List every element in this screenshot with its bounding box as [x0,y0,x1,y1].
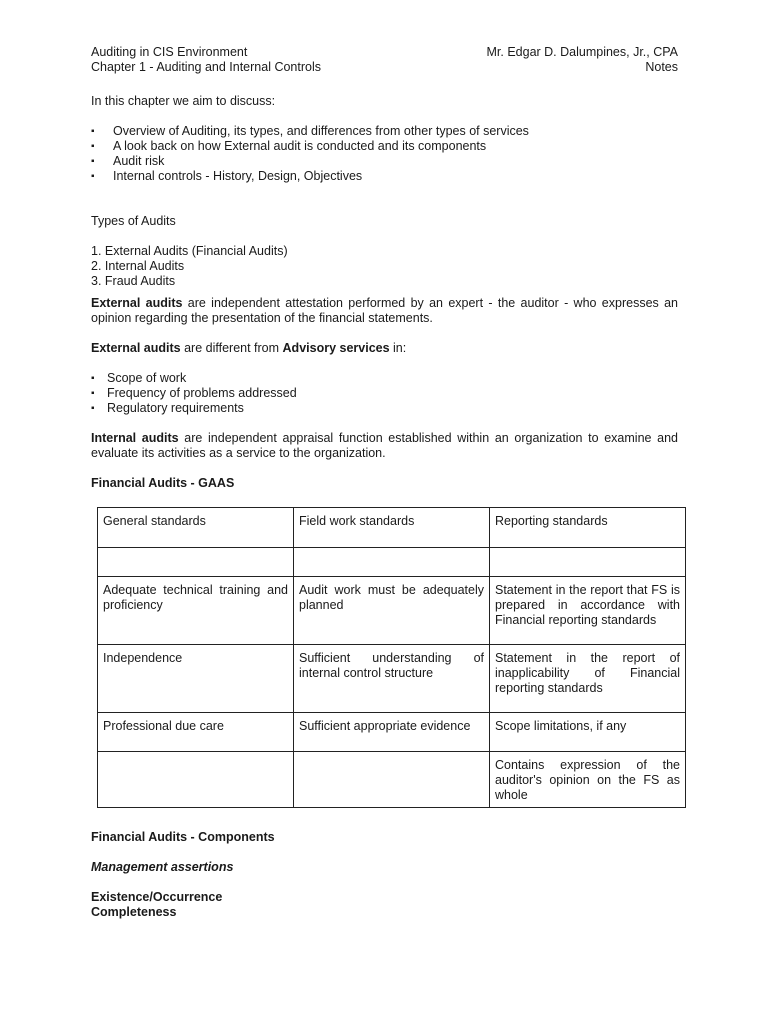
list-item: ▪ Frequency of problems addressed [91,386,678,401]
assertions-heading [91,860,678,875]
table-row [98,713,686,752]
table-cell: Scope limitations, if any [490,713,686,752]
difference-list [91,371,678,416]
table-cell: Professional due care [98,713,294,752]
assertions-heading-text: Management assertions [91,860,234,874]
table-cell: Audit work must be adequately planned [294,577,490,645]
external-vs-advisory [91,341,678,356]
external-term: External audits [91,296,183,310]
intro-text: In this chapter we aim to discuss: [91,94,276,108]
types-list [91,244,678,289]
course-title: Auditing in CIS Environment [91,45,248,59]
header-row-2 [91,60,678,75]
list-item: 1. External Audits (Financial Audits) [91,244,288,258]
table-cell [294,548,490,577]
gaas-heading [91,476,678,491]
table-cell: Statement in the report that FS is prepared in accordance with Financial reporting standards [490,577,686,645]
external-def-text: are independent attestation performed by an expert - the auditor - who expresses an opinion regarding the presentation of the financial statements. [91,296,678,325]
header-row-1 [91,45,678,60]
document-page [91,45,678,920]
external-definition [91,296,678,326]
author-name: Mr. Edgar D. Dalumpines, Jr., CPA [486,45,678,59]
table-row [98,577,686,645]
internal-def-text: are independent appraisal function established within an organization to examine and evaluate its activities as a service to the organization. [91,431,678,460]
components-heading [91,830,678,845]
list-item: ▪ Internal controls - History, Design, Objectives [91,169,678,184]
table-row [98,548,686,577]
list-item: ▪ Audit risk [91,154,678,169]
assertion-completeness: Completeness [91,905,177,919]
list-item: ▪ Regulatory requirements [91,401,678,416]
table-header-row [98,508,686,548]
assertion-item [91,905,678,920]
table-row [98,645,686,713]
list-item: ▪ Overview of Auditing, its types, and differences from other types of services [91,124,678,139]
table-cell [98,548,294,577]
table-cell: Sufficient appropriate evidence [294,713,490,752]
list-item: 3. Fraud Audits [91,274,176,288]
table-cell: Independence [98,645,294,713]
table-header-cell: Reporting standards [490,508,686,548]
external-term-2: External audits [91,341,181,355]
table-cell: Statement in the report of inapplicability of Financial reporting standards [490,645,686,713]
table-cell [98,752,294,808]
internal-definition [91,431,678,461]
table-header-cell: Field work standards [294,508,490,548]
vs-end-text: in: [389,341,407,355]
list-item: 2. Internal Audits [91,259,185,273]
table-cell [490,548,686,577]
discuss-list [91,124,678,184]
list-item: ▪ Scope of work [91,371,678,386]
gaas-heading-text: Financial Audits - GAAS [91,476,235,490]
list-item: ▪ A look back on how External audit is conducted and its components [91,139,678,154]
table-cell: Sufficient understanding of internal control structure [294,645,490,713]
types-heading: Types of Audits [91,214,176,228]
table-cell [294,752,490,808]
table-row [98,752,686,808]
advisory-term: Advisory services [282,341,390,355]
table-header-cell: General standards [98,508,294,548]
gaas-table [97,507,686,808]
internal-term: Internal audits [91,431,179,445]
assertion-item [91,890,678,905]
table-cell: Contains expression of the auditor's opinion on the FS as whole [490,752,686,808]
doc-type: Notes [645,60,678,74]
chapter-title: Chapter 1 - Auditing and Internal Controls [91,60,321,74]
vs-mid-text: are different from [180,341,283,355]
components-heading-text: Financial Audits - Components [91,830,275,844]
table-cell: Adequate technical training and proficiency [98,577,294,645]
assertion-existence: Existence/Occurrence [91,890,223,904]
